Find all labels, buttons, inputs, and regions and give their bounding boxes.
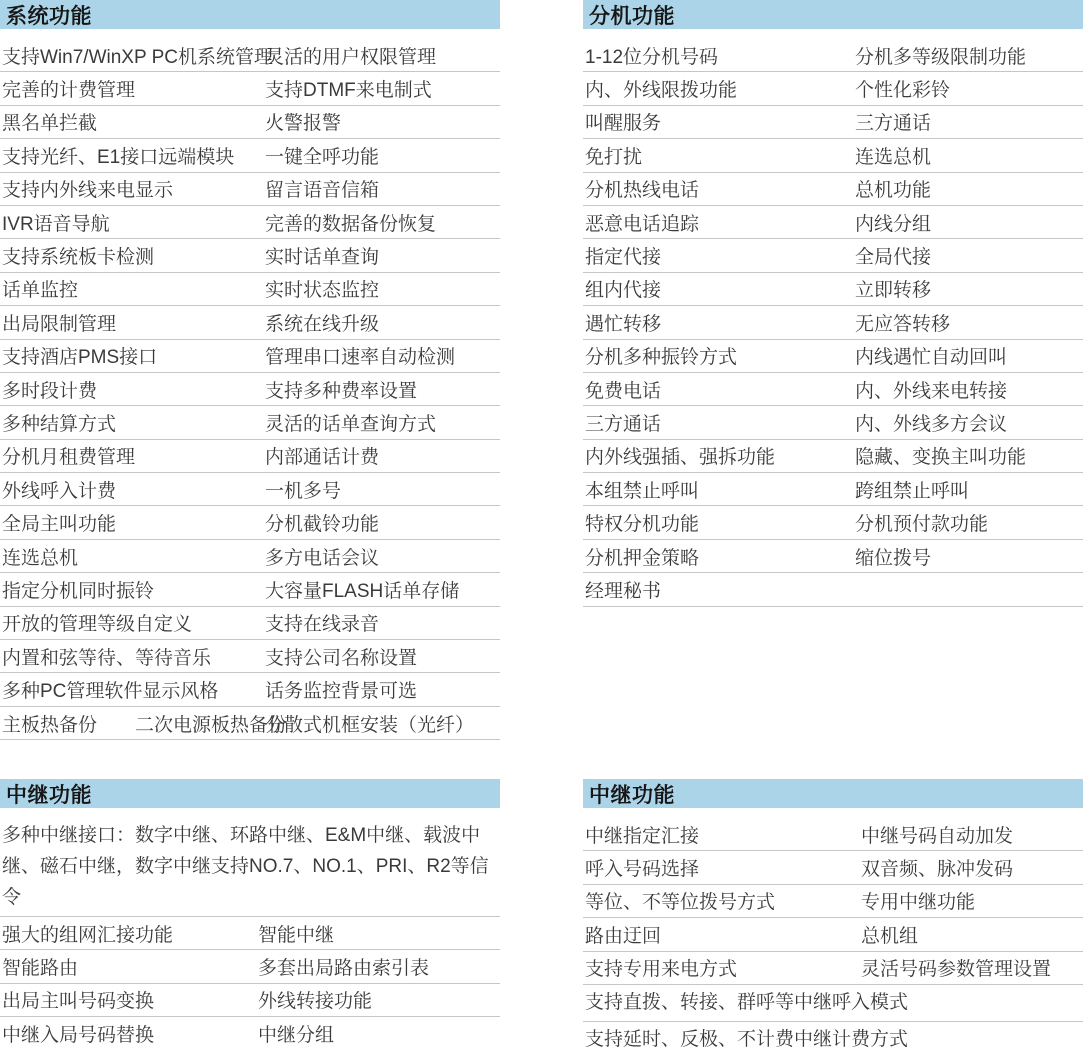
feature-cell: 支持系统板卡检测 <box>2 247 155 269</box>
feature-cell: 支持直拨、转接、群呼等中继呼入模式 <box>585 991 909 1013</box>
feature-table-extension <box>583 29 1083 607</box>
feature-row <box>583 373 1083 406</box>
feature-row <box>583 885 1083 918</box>
feature-cell: 中继分组 <box>258 1024 335 1046</box>
feature-row <box>0 306 500 339</box>
feature-cell: 话单监控 <box>2 280 79 302</box>
feature-cell: 分机多等级限制功能 <box>855 46 1027 68</box>
feature-cell: 支持DTMF来电制式 <box>265 80 432 102</box>
feature-cell: 连选总机 <box>2 547 79 569</box>
section-title: 分机功能 <box>589 4 675 28</box>
feature-cell: 全局代接 <box>855 247 932 269</box>
feature-cell: 连选总机 <box>855 146 932 168</box>
section-system-features <box>0 0 500 740</box>
feature-cell: 支持专用来电方式 <box>585 959 738 981</box>
feature-cell: 多种PC管理软件显示风格 <box>2 681 219 703</box>
feature-cell: 1-12位分机号码 <box>585 46 719 68</box>
feature-cell: 外线转接功能 <box>258 991 373 1013</box>
feature-row <box>583 473 1083 506</box>
feature-cell: 内、外线限拨功能 <box>585 80 738 102</box>
feature-cell: 经理秘书 <box>585 580 662 602</box>
feature-cell: 中继入局号码替换 <box>2 1024 155 1046</box>
feature-row <box>583 273 1083 306</box>
feature-cell: 内外线强插、强拆功能 <box>585 447 776 469</box>
feature-cell: 呼入号码选择 <box>585 859 700 881</box>
feature-cell: 智能中继 <box>258 924 335 946</box>
feature-row <box>583 173 1083 206</box>
feature-cell: 分机月租费管理 <box>2 447 136 469</box>
feature-row <box>0 72 500 105</box>
section-header-system <box>0 0 500 29</box>
feature-row <box>583 72 1083 105</box>
feature-cell: 立即转移 <box>855 280 932 302</box>
feature-row <box>0 440 500 473</box>
feature-row <box>0 917 500 950</box>
feature-cell: 分机预付款功能 <box>855 514 989 536</box>
feature-row <box>583 818 1083 851</box>
feature-cell: 分机多种振铃方式 <box>585 347 738 369</box>
feature-cell: 黑名单拦截 <box>2 113 98 135</box>
feature-cell: 分机截铃功能 <box>265 514 380 536</box>
feature-cell: 叫醒服务 <box>585 113 662 135</box>
feature-cell: 开放的管理等级自定义 <box>2 614 193 636</box>
section-title: 中继功能 <box>6 783 92 807</box>
feature-row <box>583 239 1083 272</box>
feature-cell: 专用中继功能 <box>861 892 976 914</box>
feature-row <box>0 39 500 72</box>
feature-cell: 分散式机框安装（光纤） <box>265 714 475 736</box>
feature-table-trunk-right <box>583 808 1083 1049</box>
section-trunk-features-right <box>583 779 1083 1049</box>
feature-row <box>0 273 500 306</box>
feature-row <box>583 440 1083 473</box>
feature-row <box>583 306 1083 339</box>
feature-cell: 特权分机功能 <box>585 514 700 536</box>
feature-cell: 多时段计费 <box>2 380 98 402</box>
feature-cell: 路由迂回 <box>585 925 662 947</box>
feature-row <box>0 818 500 917</box>
feature-cell: 实时状态监控 <box>265 280 380 302</box>
feature-row <box>583 985 1083 1022</box>
feature-cell: 灵活的话单查询方式 <box>265 413 437 435</box>
feature-cell: 外线呼入计费 <box>2 480 117 502</box>
feature-cell: 内线遇忙自动回叫 <box>855 347 1008 369</box>
feature-row <box>0 573 500 606</box>
feature-cell: 恶意电话追踪 <box>585 213 700 235</box>
feature-cell: 内、外线来电转接 <box>855 380 1008 402</box>
feature-cell: 内置和弦等待、等待音乐 <box>2 647 212 669</box>
feature-cell: 灵活的用户权限管理 <box>265 46 437 68</box>
feature-cell: 总机组 <box>861 925 919 947</box>
feature-cell: 多方电话会议 <box>265 547 380 569</box>
feature-cell: 遇忙转移 <box>585 313 662 335</box>
section-extension-features <box>583 0 1083 607</box>
feature-cell: 支持内外线来电显示 <box>2 180 174 202</box>
feature-row <box>583 39 1083 72</box>
feature-cell: 组内代接 <box>585 280 662 302</box>
feature-row <box>583 406 1083 439</box>
feature-cell: 完善的数据备份恢复 <box>265 213 437 235</box>
feature-row <box>0 640 500 673</box>
feature-cell: 全局主叫功能 <box>2 514 117 536</box>
feature-row <box>0 607 500 640</box>
feature-cell: 隐藏、变换主叫功能 <box>855 447 1027 469</box>
feature-row <box>583 206 1083 239</box>
feature-cell: 支持Win7/WinXP PC机系统管理 <box>2 46 273 68</box>
feature-cell: 中继号码自动加发 <box>861 825 1014 847</box>
feature-table-system <box>0 29 500 740</box>
feature-cell: 内、外线多方会议 <box>855 413 1008 435</box>
feature-cell: IVR语音导航 <box>2 213 110 235</box>
feature-row <box>583 918 1083 951</box>
feature-row <box>583 106 1083 139</box>
feature-cell: 无应答转移 <box>855 313 951 335</box>
feature-cell: 支持多种费率设置 <box>265 380 418 402</box>
feature-row <box>583 540 1083 573</box>
feature-row <box>0 106 500 139</box>
feature-cell: 双音频、脉冲发码 <box>861 859 1014 881</box>
feature-row <box>0 340 500 373</box>
feature-cell: 出局主叫号码变换 <box>2 991 155 1013</box>
feature-cell: 灵活号码参数管理设置 <box>861 959 1052 981</box>
feature-row <box>583 952 1083 985</box>
feature-row <box>0 373 500 406</box>
feature-cell: 总机功能 <box>855 180 932 202</box>
feature-cell: 系统在线升级 <box>265 313 380 335</box>
feature-cell: 三方通话 <box>585 413 662 435</box>
feature-row <box>583 851 1083 884</box>
feature-row <box>0 984 500 1017</box>
feature-cell: 缩位拨号 <box>855 547 932 569</box>
feature-cell: 一键全呼功能 <box>265 146 380 168</box>
feature-row <box>583 1022 1083 1049</box>
feature-row <box>583 506 1083 539</box>
section-header-trunk-left <box>0 779 500 808</box>
section-title: 系统功能 <box>6 4 92 28</box>
feature-cell: 支持公司名称设置 <box>265 647 418 669</box>
feature-cell: 免费电话 <box>585 380 662 402</box>
feature-row <box>0 173 500 206</box>
feature-cell: 完善的计费管理 <box>2 80 136 102</box>
feature-cell: 大容量FLASH话单存储 <box>265 580 460 602</box>
feature-row <box>0 206 500 239</box>
feature-row <box>583 573 1083 606</box>
feature-cell: 本组禁止呼叫 <box>585 480 700 502</box>
feature-cell: 三方通话 <box>855 113 932 135</box>
feature-row <box>583 340 1083 373</box>
feature-cell: 内部通话计费 <box>265 447 380 469</box>
feature-cell: 强大的组网汇接功能 <box>2 924 174 946</box>
feature-row <box>0 506 500 539</box>
feature-row <box>0 540 500 573</box>
feature-cell: 多种中继接口：数字中继、环路中继、E&M中继、载波中继、磁石中继，数字中继支持NO.7、NO.1、PRI、R2等信令 <box>2 825 489 908</box>
feature-cell: 分机热线电话 <box>585 180 700 202</box>
feature-row <box>0 707 500 740</box>
feature-cell: 指定分机同时振铃 <box>2 580 155 602</box>
section-header-trunk-right <box>583 779 1083 808</box>
feature-cell: 等位、不等位拨号方式 <box>585 892 776 914</box>
feature-cell: 一机多号 <box>265 480 342 502</box>
feature-row <box>583 139 1083 172</box>
feature-row <box>0 950 500 983</box>
feature-cell: 管理串口速率自动检测 <box>265 347 456 369</box>
feature-row <box>0 1017 500 1049</box>
feature-cell: 支持光纤、E1接口远端模块 <box>2 146 235 168</box>
feature-cell: 火警报警 <box>265 113 342 135</box>
feature-row <box>0 673 500 706</box>
feature-cell: 主板热备份 二次电源板热备份 <box>2 714 288 736</box>
feature-cell: 多种结算方式 <box>2 413 117 435</box>
feature-cell: 支持在线录音 <box>265 614 380 636</box>
feature-row <box>0 473 500 506</box>
feature-cell: 出局限制管理 <box>2 313 117 335</box>
feature-cell: 智能路由 <box>2 958 79 980</box>
section-trunk-features-left <box>0 779 500 1049</box>
feature-cell: 跨组禁止呼叫 <box>855 480 970 502</box>
feature-cell: 多套出局路由索引表 <box>258 958 430 980</box>
feature-row <box>0 406 500 439</box>
feature-cell: 免打扰 <box>585 146 643 168</box>
feature-cell: 个性化彩铃 <box>855 80 951 102</box>
feature-cell: 留言语音信箱 <box>265 180 380 202</box>
feature-cell: 支持延时、反极、不计费中继计费方式 <box>585 1028 909 1049</box>
feature-table-trunk-left <box>0 808 500 1049</box>
feature-cell: 指定代接 <box>585 247 662 269</box>
feature-cell: 实时话单查询 <box>265 247 380 269</box>
feature-cell: 中继指定汇接 <box>585 825 700 847</box>
section-header-extension <box>583 0 1083 29</box>
feature-cell: 分机押金策略 <box>585 547 700 569</box>
section-title: 中继功能 <box>589 783 675 807</box>
feature-row <box>0 139 500 172</box>
feature-cell: 话务监控背景可选 <box>265 681 418 703</box>
feature-cell: 内线分组 <box>855 213 932 235</box>
feature-cell: 支持酒店PMS接口 <box>2 347 158 369</box>
feature-row <box>0 239 500 272</box>
